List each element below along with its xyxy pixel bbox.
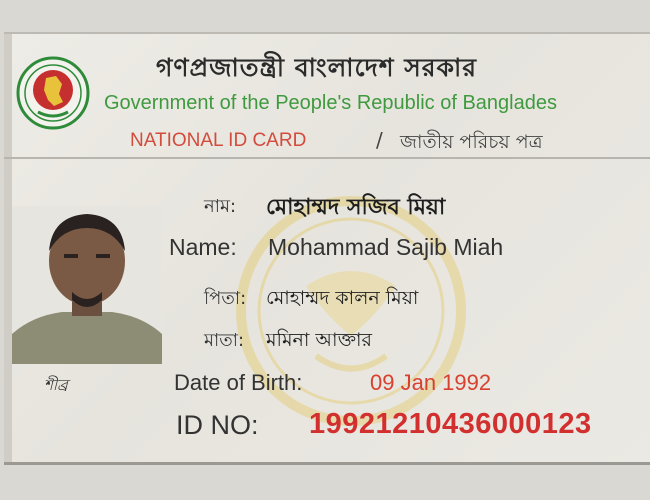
header-divider [4,157,650,159]
name-english-value: Mohammad Sajib Miah [268,234,504,260]
mother-label: মাতা: [204,330,245,351]
name-bengali-value: মোহাম্মদ সজিব মিয়া [266,195,446,220]
id-number-value: 19921210436000123 [309,408,592,440]
government-seal-icon [16,56,90,130]
id-number-label: ID NO: [176,410,259,440]
mother-name-value: মমিনা আক্তার [266,329,373,351]
father-label: পিতা: [204,288,247,309]
national-id-card [4,32,650,465]
father-name-value: মোহাম্মদ কালন মিয়া [266,287,419,309]
government-title-english: Government of the People's Republic of Banglades [104,92,557,114]
date-of-birth-label: Date of Birth: [174,370,303,395]
national-id-title-english: NATIONAL ID CARD [130,130,307,151]
holder-photo [12,206,162,364]
title-separator: / [376,128,383,152]
card-edge [4,34,12,462]
date-of-birth-value: 09 Jan 1992 [370,370,492,395]
name-english-label: Name: [169,234,237,260]
holder-signature: শীব্র [44,376,68,394]
national-id-title-bengali: জাতীয় পরিচয় পত্র [400,131,543,153]
government-title-bengali: গণপ্রজাতন্ত্রী বাংলাদেশ সরকার [156,53,477,82]
name-bengali-label: নাম: [204,196,237,217]
